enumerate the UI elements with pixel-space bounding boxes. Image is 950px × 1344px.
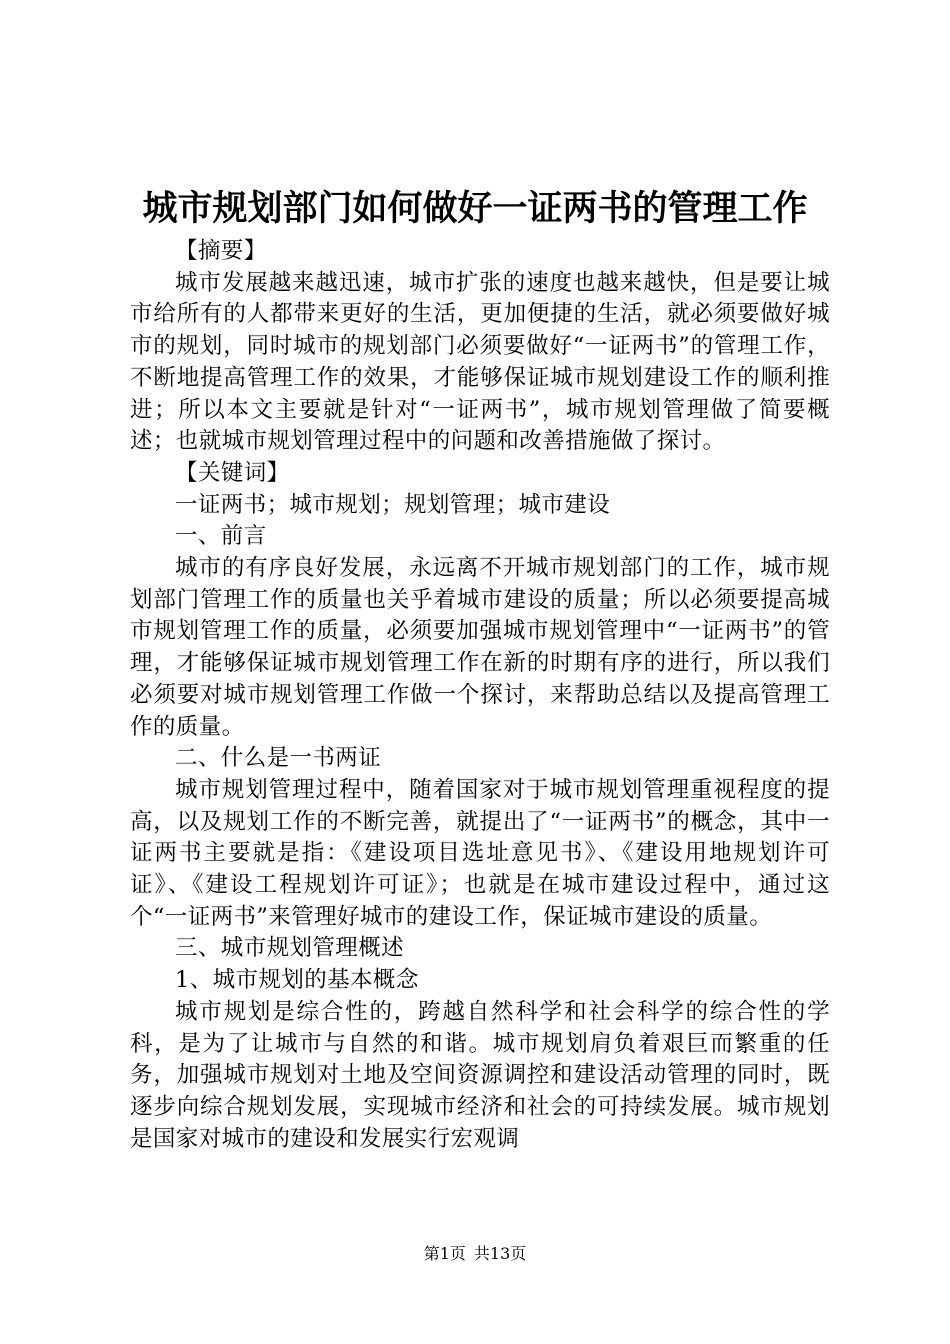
subsection-heading-basic-concept: 1、城市规划的基本概念 xyxy=(175,967,419,994)
keywords-paragraph: 一证两书；城市规划；规划管理；城市建设 xyxy=(175,491,611,518)
abstract-paragraph: 城市发展越来越迅速，城市扩张的速度也越来越快，但是要让城市给所有的人都带来更好的生活，更加便捷的生活，就必须要做好城市的规划，同时城市的规划部门必须要做好“一证两书”的管理工作，不断地提高管理工作的效果，才能够保证城市规划建设工作的顺利推进；所以本文主要就是针对“一证两书”，城市规划管理做了简要概述；也就城市规划管理过程中的问题和改善措施做了探讨。 xyxy=(130,269,830,455)
page-number: 第1页 xyxy=(423,1244,466,1263)
section-heading-overview: 三、城市规划管理概述 xyxy=(175,935,405,962)
basic-concept-paragraph: 城市规划是综合性的，跨越自然科学和社会科学的综合性的学科，是为了让城市与自然的和谐。城市规划肩负着艰巨而繁重的任务，加强城市规划对土地及空间资源调控和建设活动管理的同时，既逐步向综合规划发展，实现城市经济和社会的可持续发展。城市规划是国家对城市的建设和发展实行宏观调 xyxy=(130,998,830,1152)
document-body xyxy=(130,236,830,1155)
document-title: 城市规划部门如何做好一证两书的管理工作 xyxy=(142,188,808,229)
section-heading-preface: 一、前言 xyxy=(175,523,267,550)
preface-paragraph: 城市的有序良好发展，永远离不开城市规划部门的工作，城市规划部门管理工作的质量也关乎着城市建设的质量；所以必须要提高城市规划管理工作的质量，必须要加强城市规划管理中“一证两书”的管理，才能够保证城市规划管理工作在新的时期有序的进行，所以我们必须要对城市规划管理工作做一个探讨，来帮助总结以及提高管理工作的质量。 xyxy=(130,555,830,740)
definition-paragraph: 城市规划管理过程中，随着国家对于城市规划管理重视程度的提高，以及规划工作的不断完善，就提出了“一证两书”的概念，其中一证两书主要就是指：《建设项目选址意见书》、《建设用地规划许可证》、《建设工程规划许可证》；也就是在城市建设过程中，通过这个“一证两书”来管理好城市的建设工作，保证城市建设的质量。 xyxy=(130,776,830,930)
keywords-heading: 【关键词】 xyxy=(175,459,290,486)
abstract-heading: 【摘要】 xyxy=(175,238,267,264)
section-heading-definition: 二、什么是一书两证 xyxy=(175,745,382,772)
page-total: 共13页 xyxy=(473,1244,527,1263)
page-footer xyxy=(0,1243,950,1265)
